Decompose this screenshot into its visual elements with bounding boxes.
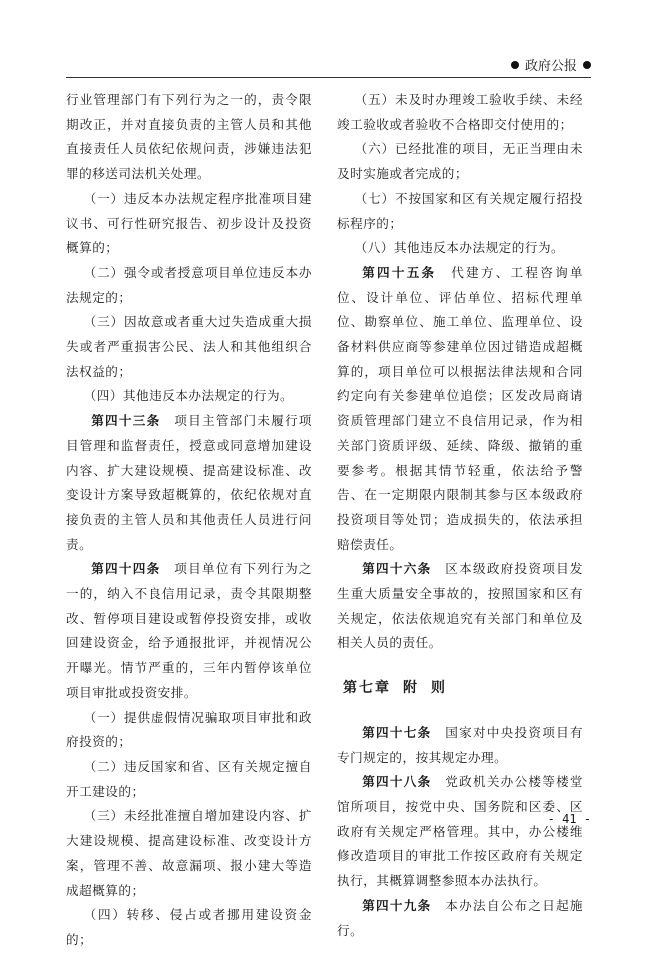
article-text: 项目单位有下列行为之一的，纳入不良信用记录，责令其限期整改、暂停项目建设或暂停投资安排，或收回建设资金，给予通报批评，并视情况公开曝光。情节严重的，三年内暂停该单位项目审批或投资安排。: [66, 561, 313, 700]
list-item: （五）未及时办理竣工验收手续、未经竣工验收或者验收不合格即交付使用的；: [337, 92, 583, 132]
article-label: 第四十七条: [362, 724, 432, 740]
chapter-heading-part: 则: [431, 680, 447, 697]
article-paragraph: [66, 409, 312, 557]
article-text: 项目主管部门未履行项目管理和监督责任，授意或同意增加建设内容、扩大建设规模、提高建设标准、改变设计方案导致超概算的，依纪依规对直接负责的主管人员和其他责任人员进行问责。: [66, 413, 313, 552]
page-number: - 41 -: [547, 812, 591, 826]
article-paragraph: [337, 261, 583, 557]
article-label: 第四十三条: [91, 413, 161, 429]
list-item: （八）其他违反本办法规定的行为。: [354, 240, 565, 256]
chapter-heading-part: 第七章: [343, 680, 391, 697]
page-header: [511, 55, 591, 74]
article-text: 代建方、工程咨询单位、设计单位、评估单位、招标代理单位、勘察单位、施工单位、监理单位、设备材料供应商等参建单位因过错造成超概算的，项目单位可以根据法律法规和合同约定向有关参建单位追偿；区发改局商请资质管理部门建立不良信用记录，作为相关部门资质评级、延续、降级、撤销的重要参考。根据其情节轻重，依法给予警告、在一定期限内限制其参与区本级政府投资项目等处罚；造成损失的，依法承担赔偿责任。: [337, 264, 584, 552]
list-item: （六）已经批准的项目，无正当理由未及时实施或者完成的；: [337, 141, 583, 182]
list-item: （二）强令或者授意项目单位违反本办法规定的；: [66, 264, 312, 305]
list-item: （三）未经批准擅自增加建设内容、扩大建设规模、提高建设标准、改变设计方案，管理不善、故意漏项、报小建大等造成超概算的；: [66, 808, 312, 898]
bullet-dot-icon: [511, 61, 519, 69]
article-paragraph: [337, 721, 583, 770]
article-text: 党政机关办公楼等楼堂馆所项目，按党中央、国务院和区委、区政府有关规定严格管理。其中，办公楼维修改造项目的审批工作按区政府有关规定执行，其概算调整参照本办法执行。: [337, 774, 584, 889]
article-label: 第四十六条: [362, 561, 432, 577]
article-label: 第四十四条: [91, 561, 161, 577]
list-item: （一）违反本办法规定程序批准项目建议书、可行性研究报告、初步设计及投资概算的；: [66, 190, 312, 256]
list-item: （三）因故意或者重大过失造成重大损失或者严重损害公民、法人和其他组织合法权益的；: [66, 314, 312, 379]
list-item: （四）其他违反本办法规定的行为。: [83, 388, 294, 404]
article-label: 第四十五条: [362, 264, 437, 280]
header-divider: [66, 77, 591, 78]
article-label: 第四十九条: [362, 897, 432, 913]
article-text: 区本级政府投资项目发生重大质量安全事故的，按照国家和区有关规定，依法依规追究有关部门和单位及相关人员的责任。: [337, 561, 584, 651]
article-label: 第四十八条: [362, 774, 432, 790]
right-column: [337, 88, 583, 943]
bullet-dot-icon: [583, 61, 591, 69]
article-text: 国家对中央投资项目有专门规定的，按其规定办理。: [337, 724, 584, 765]
list-item: （一）提供虚假情况骗取项目审批和政府投资的；: [66, 709, 312, 750]
left-column: [66, 88, 312, 953]
chapter-heading-part: 附: [403, 680, 419, 697]
article-text: 本办法自公布之日起施行。: [337, 897, 584, 938]
article-paragraph: [337, 770, 583, 894]
chapter-heading: [337, 676, 583, 701]
article-paragraph: [337, 557, 583, 656]
list-item: （二）违反国家和省、区有关规定擅自开工建设的；: [66, 758, 312, 799]
body-paragraph: 行业管理部门有下列行为之一的，责令限期改正，并对直接负责的主管人员和其他直接责任人员依纪依规问责，涉嫌违法犯罪的移送司法机关处理。: [66, 92, 312, 182]
list-item: （七）不按国家和区有关规定履行招投标程序的；: [337, 190, 583, 231]
list-item: （四）转移、侵占或者挪用建设资金的；: [66, 907, 312, 947]
header-title: 政府公报: [524, 59, 577, 74]
article-paragraph: [337, 894, 583, 943]
article-paragraph: [66, 557, 312, 705]
